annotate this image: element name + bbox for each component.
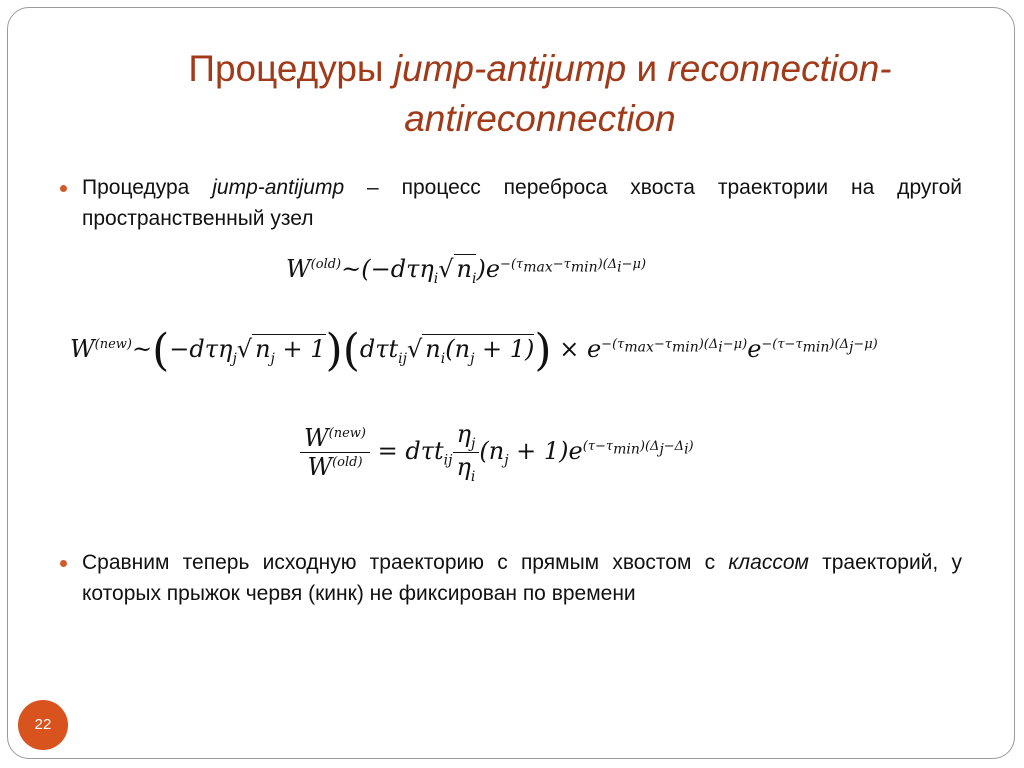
title-prefix: Процедуры — [188, 48, 394, 89]
bullet-2-italic: классом — [728, 551, 809, 574]
bullet-1-italic: jump-antijump — [212, 176, 345, 199]
bullet-2 — [60, 547, 962, 609]
formula-w-new: $W^{(new)}\sim(-d\tau\eta_j√$ $n_j + 1)(d\tau t_{ij}√$ $n_i(n_j + 1)) \times e^{-(\tau_{max}-\tau_{min})(\Delta_i-\mu)}e^{-(\tau-\tau_{min})(\Delta_j-\mu)}$ — [70, 325, 878, 376]
title-italic-jump: jump-antijump — [393, 48, 627, 89]
formula-ratio: $\frac{W^{(new)}}{W^{(old)}}$ = dτt$_{ij}$ $\frac{\eta_j}{\eta_i}$ $(n_j + 1)e^{(\tau-\tau_{min})(\Delta_j-\Delta_i)}$ — [300, 420, 694, 485]
bullet-dot — [60, 560, 67, 567]
bullet-text — [82, 547, 962, 609]
formula-w-old: $W^{(old)}\sim(-d\tau\eta_i√$ $n_i)e^{-(\tau_{max}-\tau_{min})(\Delta_i-\mu)}$ — [286, 255, 647, 287]
bullet-2-post: траекторий, у которых прыжок червя (кинк) не фиксирован по времени — [82, 551, 962, 605]
page-number-badge: 22 — [18, 700, 68, 750]
title-italic-reconnection: reconnection-antireconnection — [404, 48, 892, 139]
slide-title — [100, 44, 980, 144]
bullet-dot — [60, 185, 67, 192]
title-mid: и — [626, 48, 668, 89]
bullet-1 — [60, 172, 962, 234]
bullet-text — [82, 172, 962, 234]
bullet-1-pre: Процедура — [82, 176, 213, 199]
bullet-2-pre: Сравним теперь исходную траекторию с прямым хвостом с — [82, 551, 729, 574]
bullet-1-post: – процесс переброса хвоста траектории на другой пространственный узел — [82, 176, 962, 230]
